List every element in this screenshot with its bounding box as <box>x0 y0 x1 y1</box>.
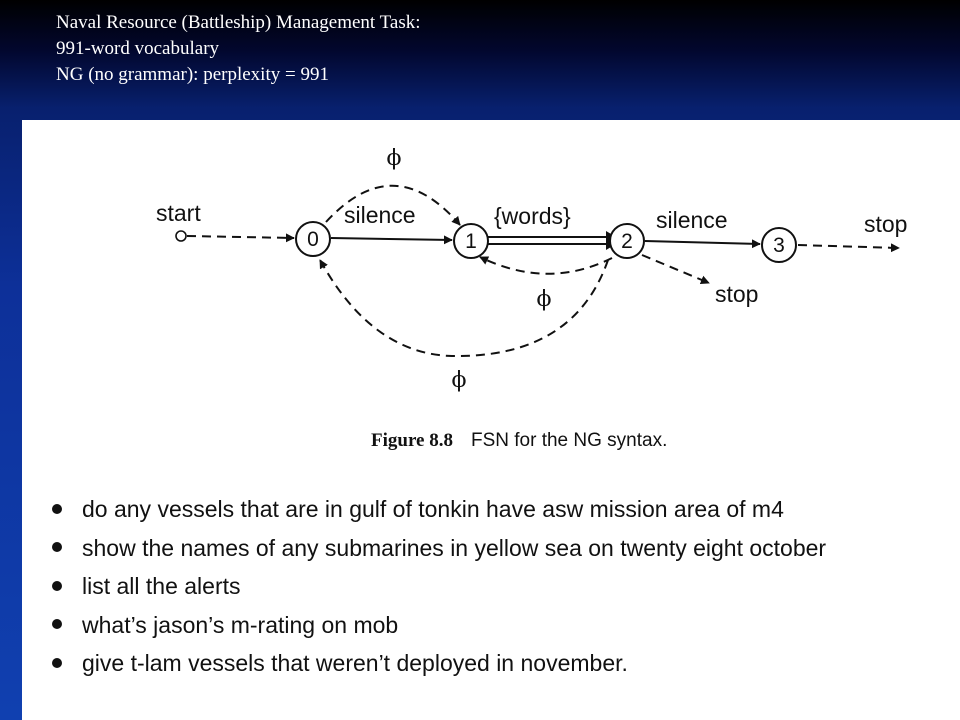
list-item-text: do any vessels that are in gulf of tonkin have asw mission area of m4 <box>82 496 784 522</box>
bullet-icon <box>52 619 62 629</box>
label-stop-branch: stop <box>715 281 759 307</box>
list-item-text: give t-lam vessels that weren’t deployed in november. <box>82 650 628 676</box>
edge-0-to-1-silence <box>331 238 452 240</box>
node-2-label: 2 <box>621 230 633 253</box>
node-0 <box>296 222 330 256</box>
label-start: start <box>156 200 201 226</box>
node-2 <box>610 224 644 258</box>
header-line-perplexity: NG (no grammar): perplexity = 991 <box>56 64 329 85</box>
bullet-icon <box>52 542 62 552</box>
label-silence-in: silence <box>344 202 416 228</box>
edge-2-to-0-phi <box>320 260 608 356</box>
label-words: {words} <box>494 203 571 229</box>
edge-2-to-1-phi <box>480 257 612 274</box>
edge-2-to-stop <box>642 255 709 283</box>
node-1 <box>454 224 488 258</box>
header-line-title: Naval Resource (Battleship) Management Task: <box>56 12 421 33</box>
label-silence-out: silence <box>656 207 728 233</box>
edge-3-to-stop <box>798 245 899 248</box>
label-phi-mid: ϕ <box>536 287 552 312</box>
node-3 <box>762 228 796 262</box>
figure-caption-text: FSN for the NG syntax. <box>470 430 668 451</box>
node-1-label: 1 <box>465 230 477 253</box>
bullet-icon <box>52 581 62 591</box>
list-item <box>52 644 826 683</box>
header-line-vocabulary: 991-word vocabulary <box>56 38 220 59</box>
label-phi-top: ϕ <box>386 146 402 171</box>
example-sentences <box>52 490 826 683</box>
figure-caption <box>371 430 667 452</box>
label-stop-main: stop <box>864 211 908 237</box>
list-item-text: what’s jason’s m-rating on mob <box>82 611 399 638</box>
start-marker <box>176 231 186 241</box>
label-phi-bottom: ϕ <box>451 368 467 393</box>
list-item-text: show the names of any submarines in yellow sea on twenty eight october <box>82 534 827 561</box>
bullet-icon <box>52 504 62 514</box>
figure-number: Figure 8.8 <box>371 430 453 451</box>
list-item <box>52 529 826 568</box>
node-0-label: 0 <box>307 228 319 251</box>
node-3-label: 3 <box>773 234 785 257</box>
edge-2-to-3-silence <box>645 241 760 244</box>
list-item <box>52 606 826 645</box>
list-item-text: list all the alerts <box>82 573 241 599</box>
slide-header <box>56 10 421 88</box>
edge-start-to-0 <box>187 236 294 238</box>
list-item <box>52 490 826 529</box>
figure-panel <box>22 120 960 720</box>
bullet-icon <box>52 658 62 668</box>
list-item <box>52 567 826 606</box>
